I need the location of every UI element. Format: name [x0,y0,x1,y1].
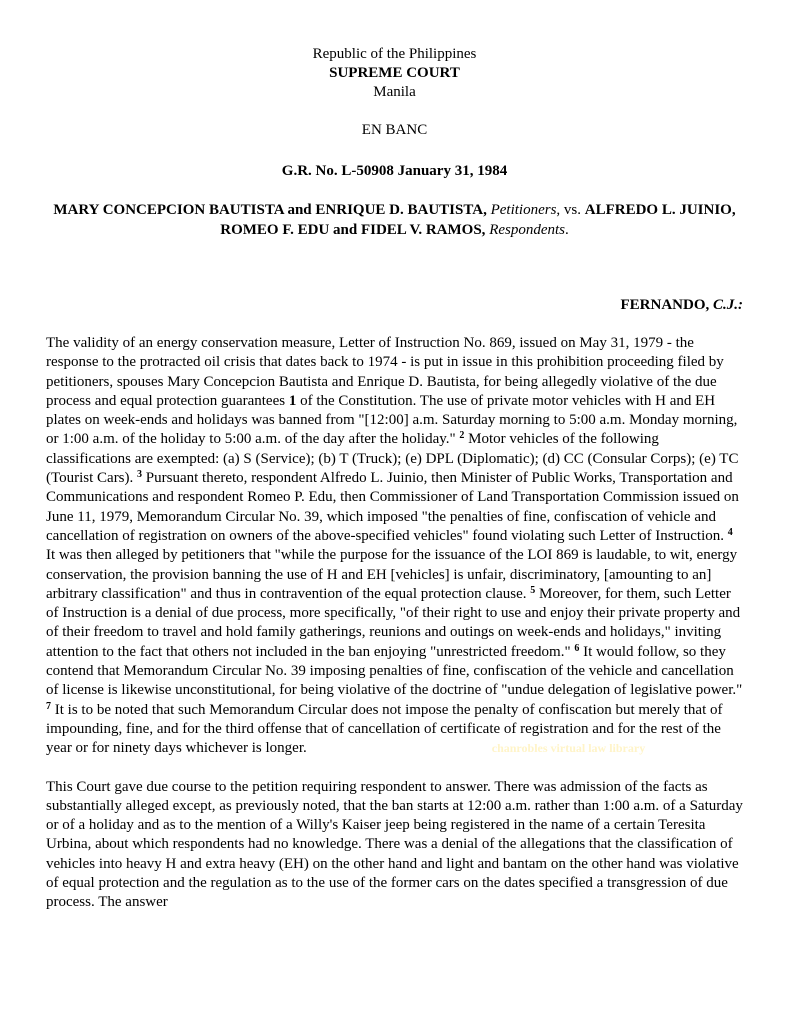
petitioners-names: MARY CONCEPCION BAUTISTA and ENRIQUE D. BAUTISTA, [53,202,487,218]
versus-label: , vs. [556,202,581,218]
petitioners-role: Petitioners [490,202,557,218]
p1-text-5: It was then alleged by petitioners that "while the purpose for the issuance of the LOI 869 is laudable, to wit, energy conservation, the provision banning the use of H and EH [vehicles] is unfair, discriminatory, [amounting to an] arbitrary classification" and thus in contravention of the equal protection clause. [46,547,738,602]
footnote-ref-4[interactable]: 4 [727,526,733,538]
document-header [46,45,743,181]
p2-text: This Court gave due course to the petition requiring respondent to answer. There was admission of the facts as substantially alleged except, as previously noted, that the ban starts at 12:00 a.m. rather than 1:00 a.m. of a Saturday or of a holiday and as to the mention of a Willy's Kaiser jeep being registered in the name of a certain Teresita Urbina, about which respondents had no knowledge. There was a denial of the allegations that the classification of vehicles into heavy H and extra heavy (EH) on the other hand and light and bantam on the other hand was violative of equal protection and the regulation as to the use of the former cars on the dates specified a transgression of due process. The answer [46,778,743,911]
footnote-ref-7[interactable]: 7 [46,700,51,712]
ponente [46,296,743,315]
p1-text-4: Pursuant thereto, respondent Alfredo L. Juinio, then Minister of Public Works, Transportation and Communications and respondent Romeo P. Edu, then Commissioner of Land Transportation Commission issued on June 11, 1979, Memorandum Circular No. 39, which imposed "the penalties of fine, confiscation of vehicle and cancellation of registration on owners of the above-specified vehicles" found violating such Letter of Instruction. [46,470,739,544]
case-parties [46,200,743,240]
p1-text-1: The validity of an energy conservation measure, Letter of Instruction No. 869, issued on May 31, 1979 - the response to the protracted oil crisis that dates back to 1974 - is put in issue in this prohibition proceeding filed by petitioners, spouses Mary Concepcion Bautista and Enrique D. Bautista, for being allegedly violative of the due process and equal protection guarantees [46,335,724,409]
footnote-ref-2[interactable]: 2 [459,430,465,442]
case-number: G.R. No. L-50908 January 31, 1984 [281,163,508,179]
republic-line: Republic of the Philippines [312,46,477,62]
footnote-ref-6[interactable]: 6 [574,642,580,654]
parties-end: . [565,222,569,238]
respondents-role: Respondents [489,222,566,238]
p1-text-8: It is to be noted that such Memorandum Circular does not impose the penalty of confiscation but merely that of impounding, fine, and for the third offense that of cancellation of certificate of registration and for the rest of the year or for ninety days whichever is longer. [46,701,723,757]
respondents-names: ALFREDO L. JUINIO, ROMEO F. EDU and FIDEL V. RAMOS, [220,202,736,238]
p1-text-7: It would follow, so they contend that Memorandum Circular No. 39 imposing penalties of fine, confiscation of the vehicle and cancellation of license is likewise unconstitutional, for being violative of the doctrine of "undue delegation of legislative power." [46,643,743,699]
footnote-ref-1[interactable]: 1 [288,392,297,409]
paragraph-1 [46,334,743,759]
watermark-text: chanrobles virtual law library [491,741,646,756]
footnote-ref-5[interactable]: 5 [530,584,536,596]
p1-text-2: of the Constitution. The use of private motor vehicles with H and EH plates on week-ends and holidays was banned from "[12:00] a.m. Saturday morning to 5:00 a.m. Monday morning, or 1:00 a.m. of the holiday to 5:00 a.m. of the day after the holiday." [46,392,738,448]
court-city: Manila [373,84,416,100]
court-name: SUPREME COURT [329,65,460,81]
document-page [46,45,743,913]
p1-text-3: Motor vehicles of the following classifications are exempted: (a) S (Service); (b) T (Truck); (e) DPL (Diplomatic); (d) CC (Consular Corps); (e) TC (Tourist Cars). [46,431,739,487]
p1-text-6: Moreover, for them, such Letter of Instruction is a denial of due process, more specifically, "of their right to use and enjoy their private property and of their freedom to travel and hold family gatherings, reunions and outings on week-ends and holidays," inviting attention to the fact that others not included in the ban enjoying "unrestricted freedom." [46,585,741,660]
ponente-title: C.J.: [713,297,743,313]
ponente-name: FERNANDO, [620,297,710,313]
division-label: EN BANC [361,122,428,138]
paragraph-2 [46,778,743,913]
footnote-ref-3[interactable]: 3 [137,469,143,481]
